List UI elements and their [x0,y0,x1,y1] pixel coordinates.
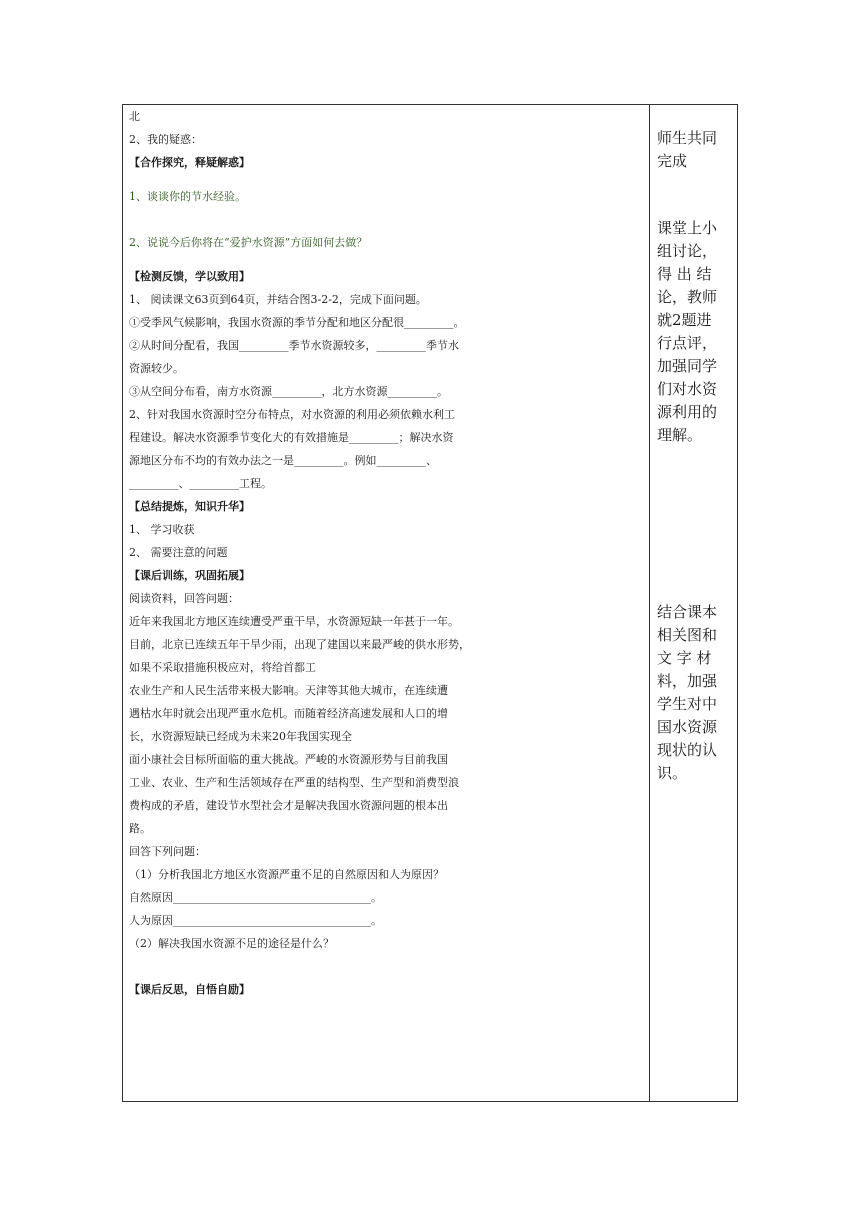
discussion-item: 2、说说今后你将在“爱护水资源”方面如何去做？ [129,236,368,249]
reading-line: 目前，北京已连续五年干旱少雨，出现了建国以来最严峻的供水形势， [129,638,470,651]
question-line: （2）解决我国水资源不足的途径是什么？ [129,937,334,950]
side-note-line: 料，加强 [657,672,718,690]
side-note-line: 论，教师 [657,288,718,306]
side-note-line: 结合课本 [657,603,718,621]
side-note-line: 源利用的 [657,403,718,421]
reading-line: 面小康社会目标所面临的重大挑战。严峻的水资源形势与目前我国 [129,753,448,766]
side-note-line: 们对水资 [657,380,718,398]
exercise-line: ①受季风气候影响，我国水资源的季节分配和地区分配很_________。 [129,316,465,329]
section-heading: 【检测反馈，学以致用】 [129,270,250,283]
discussion-item: 1、谈谈你的节水经验。 [129,190,246,203]
section-heading: 【课后训练，巩固拓展】 [129,569,250,582]
side-note-line: 行点评， [657,334,718,352]
side-note-line: 得 出 结 [657,265,712,283]
side-note-line: 组讨论， [657,242,718,260]
exercise-line: 2、针对我国水资源时空分布特点，对水资源的利用必须依赖水利工 [129,408,455,421]
side-note-line: 课堂上小 [657,219,718,237]
reading-line: 农业生产和人民生活带来极大影响。天津等其他大城市，在连续遭 [129,684,448,697]
section-heading: 【总结提炼，知识升华】 [129,500,250,513]
section-heading: 【合作探究，释疑解惑】 [129,156,250,169]
reading-line: 阅读资料，回答问题： [129,592,239,605]
side-note-line: 完成 [657,152,688,170]
side-note-line: 加强同学 [657,357,718,375]
exercise-line: _________、_________工程。 [129,477,272,490]
side-note-2 [657,217,735,447]
exercise-line: 资源较少。 [129,362,184,375]
side-note-line: 师生共同 [657,129,718,147]
exercise-line: 1、 阅读课文63页到64页，并结合图3-2-2，完成下面问题。 [129,293,427,306]
main-column [129,105,645,1001]
summary-item: 1、 学习收获 [129,523,195,536]
reading-line: 近年来我国北方地区连续遭受严重干旱，水资源短缺一年甚于一年。 [129,615,459,628]
question-line: 2、我的疑惑： [129,133,202,146]
side-note-line: 文 字 材 [657,649,712,667]
answer-line: 人为原因____________________________________。 [129,914,382,927]
side-note-line: 理解。 [657,426,703,444]
reading-line: 路。 [129,822,151,835]
exercise-line: 程建设。解决水资源季节变化大的有效措施是_________；解决水资 [129,431,454,444]
side-note-3 [657,601,735,785]
side-note-line: 学生对中 [657,695,718,713]
side-note-1 [657,127,735,173]
reading-line: 工业、农业、生产和生活领域存在严重的结构型、生产型和消费型浪 [129,776,459,789]
reading-line: 如果不采取措施积极应对，将给首都工 [129,661,316,674]
lesson-table [122,104,738,1102]
summary-item: 2、 需要注意的问题 [129,546,228,559]
reading-line: 遇枯水年时就会出现严重水危机。而随着经济高速发展和人口的增 [129,707,448,720]
side-note-line: 国水资源 [657,718,718,736]
question-line: 回答下列问题： [129,845,206,858]
side-note-line: 就2题进 [657,311,712,329]
reading-line: 长，水资源短缺已经成为未来20年我国实现全 [129,730,352,743]
reading-line: 费构成的矛盾，建设节水型社会才是解决我国水资源问题的根本出 [129,799,448,812]
question-line: （1）分析我国北方地区水资源严重不足的自然原因和人为原因？ [129,868,444,881]
column-divider [649,105,650,1101]
text-line: 北 [129,110,140,123]
side-note-line: 现状的认 [657,741,718,759]
answer-line: 自然原因____________________________________。 [129,891,382,904]
side-note-line: 识。 [657,764,688,782]
exercise-line: ③从空间分布看，南方水资源_________，北方水资源_________。 [129,385,448,398]
section-heading: 【课后反思，自悟自励】 [129,983,250,996]
exercise-line: 源地区分布不均的有效办法之一是_________。例如_________、 [129,454,437,467]
side-note-line: 相关图和 [657,626,718,644]
exercise-line: ②从时间分配看，我国_________季节水资源较多，_________季节水 [129,339,459,352]
